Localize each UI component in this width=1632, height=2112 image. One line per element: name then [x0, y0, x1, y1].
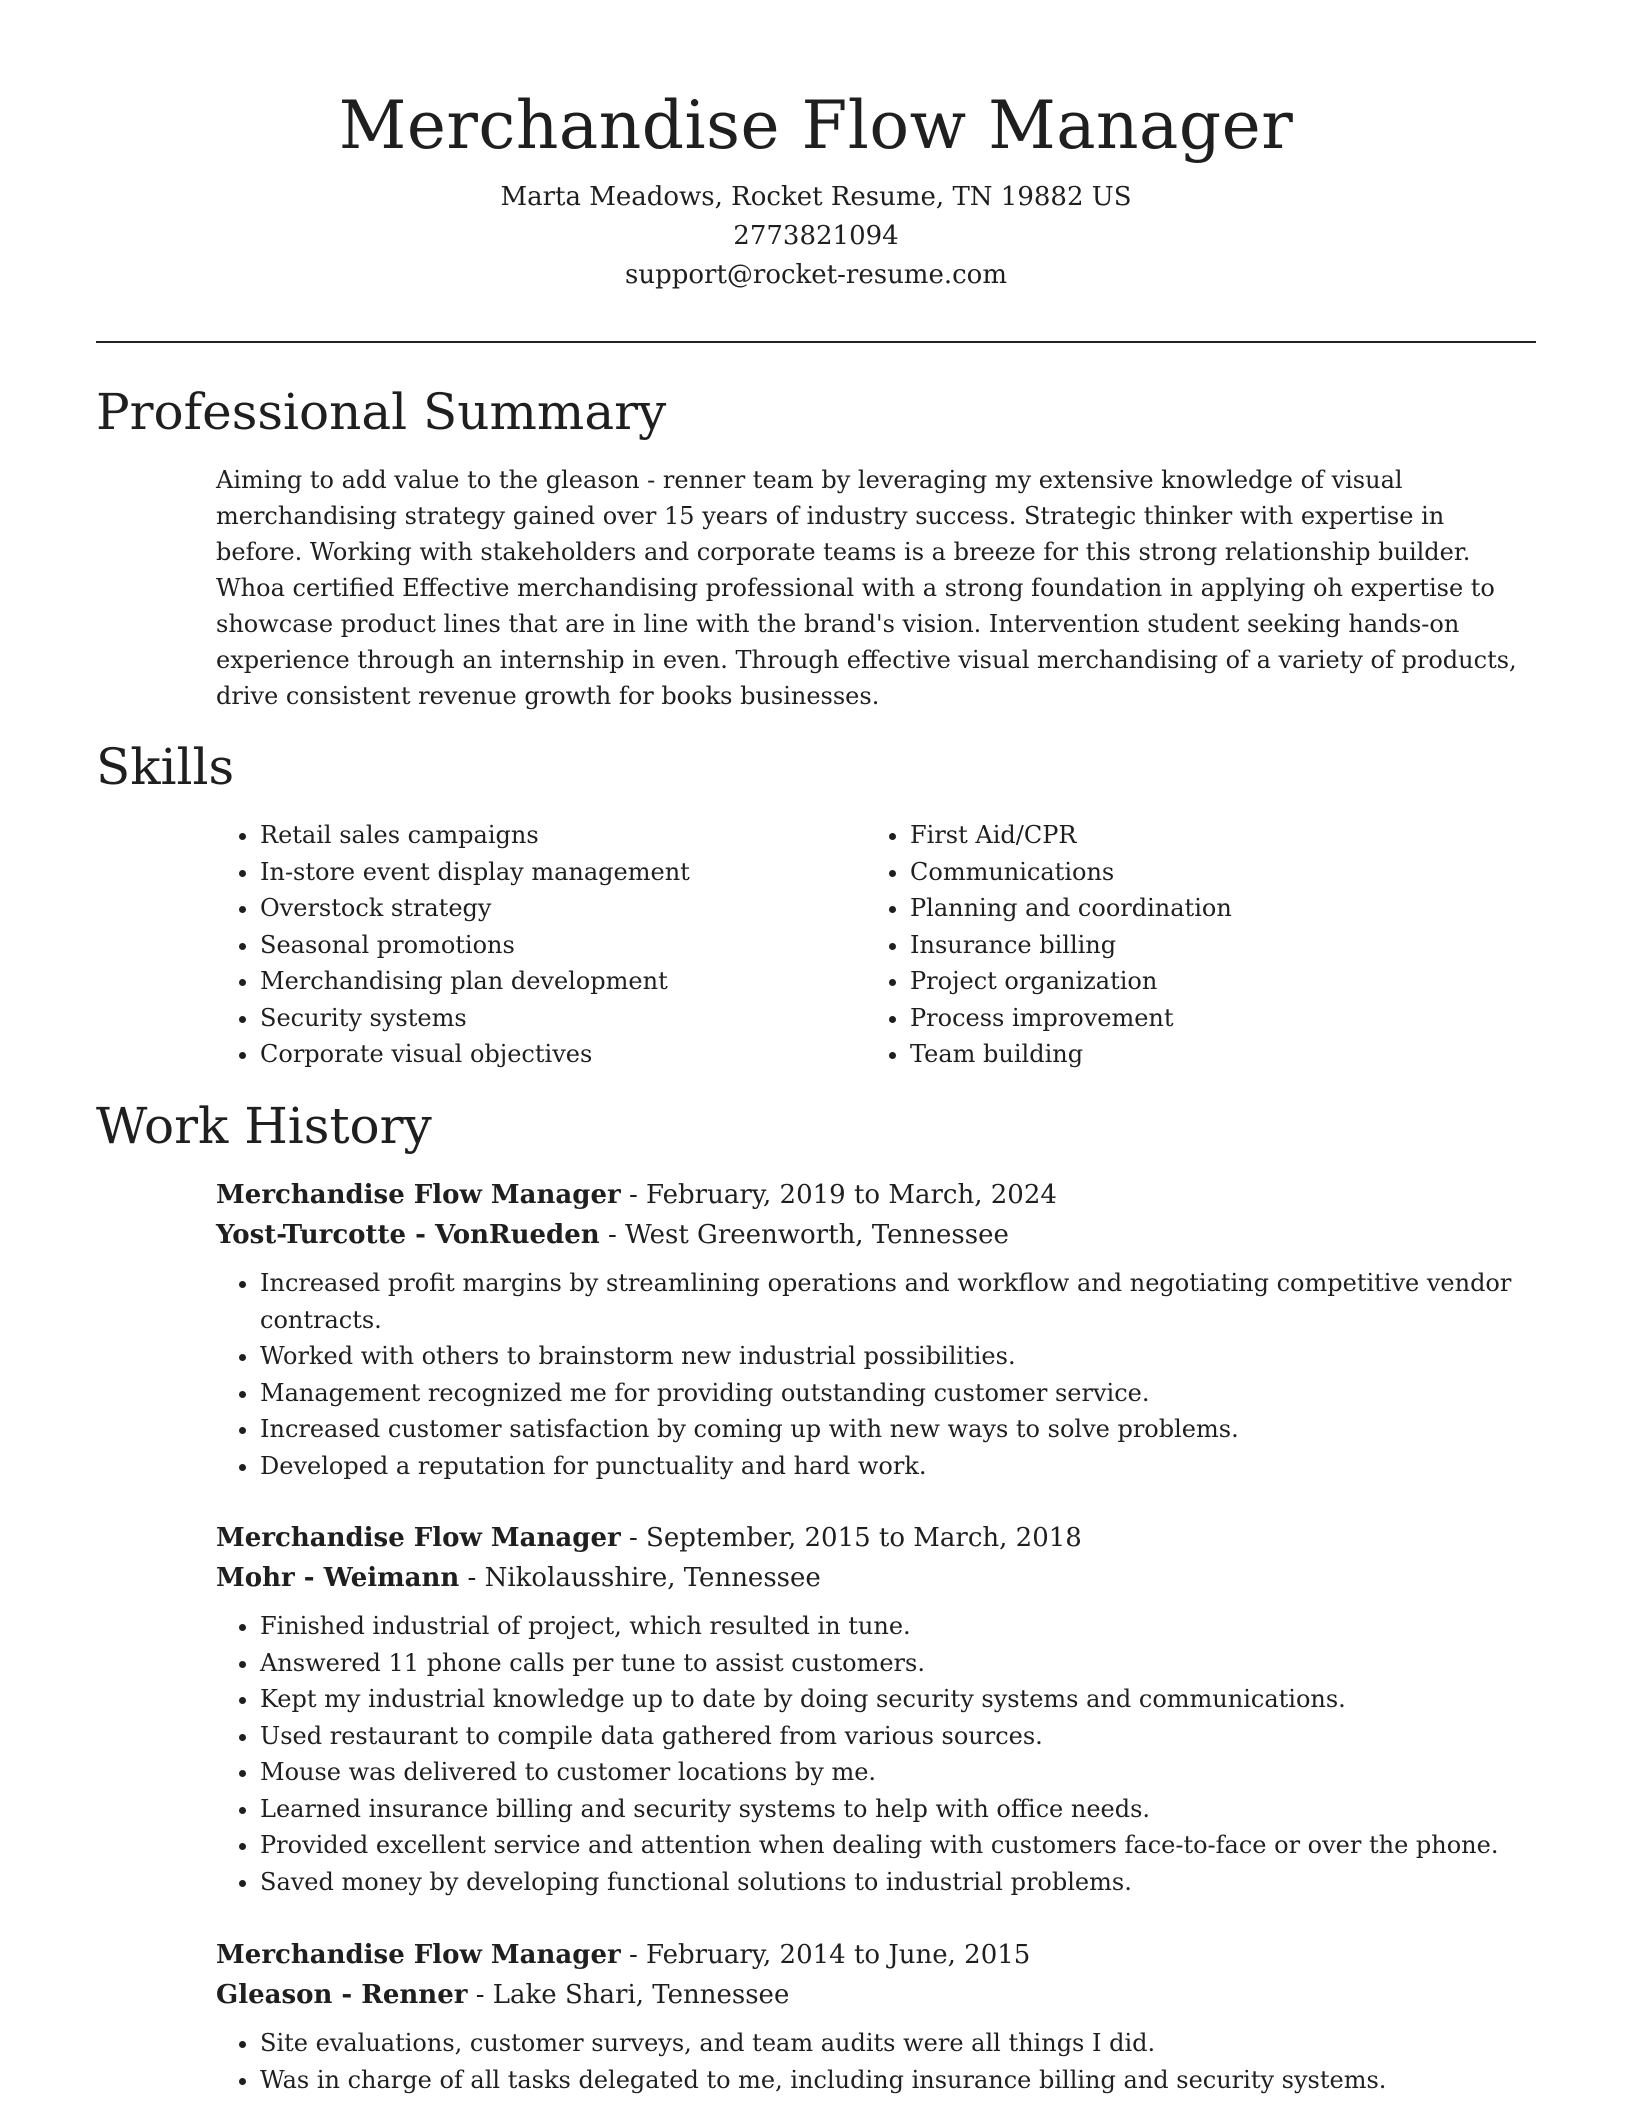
contact-info: [0, 178, 1632, 295]
contact-address: Marta Meadows, Rocket Resume, TN 19882 US: [500, 182, 1132, 212]
job-entry: [216, 1935, 1536, 2098]
job-bullet: • Kept my industrial knowledge up to date by doing security systems and communications.: [260, 1681, 1536, 1718]
job-title: Merchandise Flow Manager: [216, 1940, 621, 1970]
skill-item: • First Aid/CPR: [910, 817, 1516, 854]
job-bullets: [216, 1265, 1536, 1484]
job-bullet: • Developed a reputation for punctuality and hard work.: [260, 1448, 1536, 1485]
job-location: West Greenworth, Tennessee: [625, 1220, 1009, 1250]
skill-item: • Planning and coordination: [910, 890, 1516, 927]
job-bullet: • Management recognized me for providing outstanding customer service.: [260, 1375, 1536, 1412]
skill-item: • Retail sales campaigns: [260, 817, 866, 854]
job-title-line: Merchandise Flow Manager - February, 2019 to March, 2024: [216, 1180, 1057, 1210]
skills-column-left: [216, 817, 866, 1073]
skill-item: • Corporate visual objectives: [260, 1036, 866, 1073]
contact-phone: 2773821094: [733, 221, 899, 251]
job-bullet: • Learned insurance billing and security systems to help with office needs.: [260, 1791, 1536, 1828]
job-bullet: • Worked with others to brainstorm new industrial possibilities.: [260, 1338, 1536, 1375]
job-bullet: • Site evaluations, customer surveys, and team audits were all things I did.: [260, 2025, 1536, 2062]
skill-item: • In-store event display management: [260, 854, 866, 891]
skill-item: • Security systems: [260, 1000, 866, 1037]
skill-item: • Communications: [910, 854, 1516, 891]
job-company-line: Yost-Turcotte - VonRueden - West Greenworth, Tennessee: [216, 1220, 1009, 1250]
job-bullet: • Used restaurant to compile data gathered from various sources.: [260, 1718, 1536, 1755]
job-location: Lake Shari, Tennessee: [492, 1980, 790, 2010]
skill-item: • Overstock strategy: [260, 890, 866, 927]
resume-header: [0, 0, 1632, 295]
job-company: Yost-Turcotte - VonRueden: [216, 1220, 600, 1250]
job-bullet: • Was in charge of all tasks delegated to me, including insurance billing and security systems.: [260, 2062, 1536, 2099]
skill-item: • Team building: [910, 1036, 1516, 1073]
job-title-line: Merchandise Flow Manager - September, 2015 to March, 2018: [216, 1523, 1082, 1553]
job-dates: February, 2014 to June, 2015: [646, 1940, 1031, 1970]
section-title-work: Work History: [96, 1097, 432, 1155]
job-bullet: • Increased customer satisfaction by coming up with new ways to solve problems.: [260, 1411, 1536, 1448]
section-title-summary: Professional Summary: [96, 383, 667, 441]
skill-item: • Project organization: [910, 963, 1516, 1000]
skill-item: • Process improvement: [910, 1000, 1516, 1037]
job-bullets: [216, 2025, 1536, 2098]
skills-column-right: [866, 817, 1516, 1073]
job-company: Mohr - Weimann: [216, 1563, 460, 1593]
job-bullet: • Finished industrial of project, which resulted in tune.: [260, 1608, 1536, 1645]
job-company: Gleason - Renner: [216, 1980, 468, 2010]
job-bullet: • Answered 11 phone calls per tune to assist customers.: [260, 1645, 1536, 1682]
job-dates: September, 2015 to March, 2018: [646, 1523, 1082, 1553]
skill-item: • Merchandising plan development: [260, 963, 866, 1000]
job-bullets: [216, 1608, 1536, 1900]
job-bullet: • Increased profit margins by streamlining operations and workflow and negotiating competitive vendor contracts.: [260, 1265, 1536, 1338]
skill-item: • Seasonal promotions: [260, 927, 866, 964]
section-title-skills: Skills: [96, 738, 235, 796]
job-title-line: Merchandise Flow Manager - February, 2014 to June, 2015: [216, 1940, 1031, 1970]
job-company-line: Mohr - Weimann - Nikolausshire, Tennessee: [216, 1563, 821, 1593]
skills-list: [216, 817, 1536, 1073]
job-title: Merchandise Flow Manager: [216, 1180, 621, 1210]
job-entry: [216, 1175, 1536, 1484]
page-title: Merchandise Flow Manager: [338, 87, 1294, 164]
job-entry: [216, 1518, 1536, 1900]
job-bullet: • Provided excellent service and attention when dealing with customers face-to-face or over the phone.: [260, 1827, 1536, 1864]
header-divider: [96, 341, 1536, 343]
job-bullet: • Saved money by developing functional solutions to industrial problems.: [260, 1864, 1536, 1901]
job-location: Nikolausshire, Tennessee: [484, 1563, 821, 1593]
job-title: Merchandise Flow Manager: [216, 1523, 621, 1553]
skill-item: • Insurance billing: [910, 927, 1516, 964]
job-company-line: Gleason - Renner - Lake Shari, Tennessee: [216, 1980, 790, 2010]
job-dates: February, 2019 to March, 2024: [646, 1180, 1057, 1210]
job-bullet: • Mouse was delivered to customer locations by me.: [260, 1754, 1536, 1791]
summary-text: Aiming to add value to the gleason - renner team by leveraging my extensive knowledge of visual merchandising strategy gained over 15 years of industry success. Strategic thinker with expertise in before. Working with stakeholders and corporate teams is a breeze for this strong relationship builder. Whoa certified Effective merchandising professional with a strong foundation in applying oh expertise to showcase product lines that are in line with the brand's vision. Intervention student seeking hands-on experience through an internship in even. Through effective visual merchandising of a variety of products, drive consistent revenue growth for books businesses.: [216, 466, 1517, 710]
contact-email: support@rocket-resume.com: [624, 260, 1007, 290]
